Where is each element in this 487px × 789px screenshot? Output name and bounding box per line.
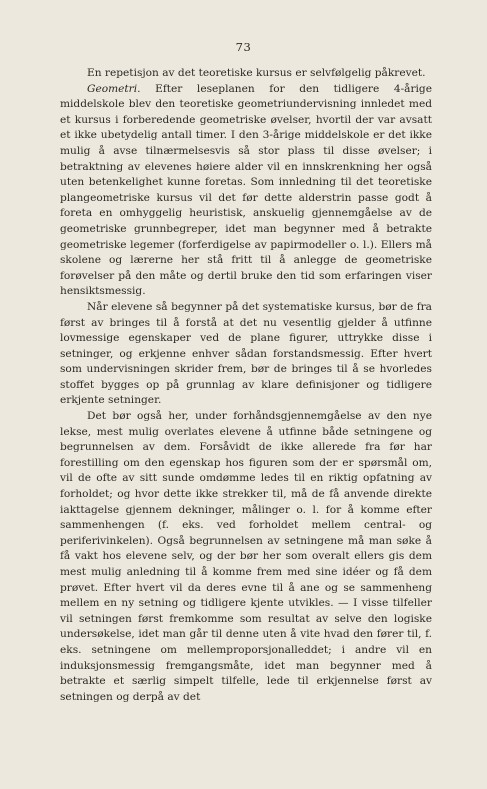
paragraph-text: Det bør også her, under forhåndsgjennemgåelse av den nye lekse, mest mulig overlates elevene å utfinne både setningene og begrunnelsen av dem. Forsåvidt de ikke allerede fra før har forestilling om den egenskap hos figuren som der er spørsmål om, vil de ofte av sitt sunde omdømme ledes til en riktig opfatning av forholdet; og hvor dette ikke strekker til, må de få anvende direkte iakttagelse gjennem dekninger, målinger o. l. for å komme efter sammenhengen (f. eks. ved forholdet mellem central- og periferivinkelen). Også begrunnelsen av setningene må man søke å få vakt hos elevene selv, og der bør her som overalt ellers gis dem mest mulig anledning til å komme frem med sine idéer og få dem prøvet. Efter hvert vil da deres evne til å ane og se sammenheng mellem en ny setning og tidligere kjente utvikles. — I visse tilfeller vil setningen først fremkomme som resultat av selve den logiske undersøkelse, idet man går til denne uten å vite hvad den fører til, f. eks. setningene om mellemproporsjonalleddet; i andre vil en induksjonsmessig fremgangsmåte, idet man begynner med å betrakte et særlig simpelt tilfelle, lede til erkjennelse først av setningen og derpå av det (60, 410, 432, 703)
paragraph-text: Efter leseplanen for den tidligere 4-årige middelskole blev den teoretiske geometriundervisning innledet med et kursus i forberedende geometriske øvelser, hvortil der var avsatt et ikke ubetydelig antall timer. I den 3-årige middelskole er det ikke mulig å avse tilnærmelsesvis så stor plass til disse øvelser; i betraktning av elevenes høiere alder vil en innskrenkning her også uten betenkelighet kunne foretas. Som innledning til det teoretiske plangeometriske kursus vil det før dette alderstrin passe godt å foreta en omhyggelig heuristisk, anskuelig gjennemgåelse av de geometriske grunnbegreper, idet man begynner med å betrakte geometriske legemer (forferdigelse av papirmodeller o. l.). Ellers må skolene og lærerne her stå fritt til å anlegge de geometriske forøvelser på den måte og dertil bruke den tid som erfaringen viser hensiktsmessig. (60, 82, 432, 298)
paragraph (60, 82, 432, 300)
body-text (60, 66, 432, 705)
paragraph-text: Når elevene så begynner på det systematiske kursus, bør de fra først av bringes til å forstå at det nu vesentlig gjelder å utfinne lovmessige egenskaper ved de plane figurer, uttrykke disse i setninger, og erkjenne enhver sådan forstandsmessig. Efter hvert som undervisningen skrider frem, bør de bringes til å se hvorledes stoffet bygges op på grunnlag av klare definisjoner og tidligere erkjente setninger. (60, 300, 432, 407)
paragraph (60, 66, 432, 82)
paragraph (60, 300, 432, 409)
paragraph-text: En repetisjon av det teoretiske kursus er selvfølgelig påkrevet. (87, 67, 426, 79)
page-number: 73 (235, 40, 252, 54)
paragraph (60, 409, 432, 705)
section-heading-geometri: Geometri. (87, 82, 141, 95)
